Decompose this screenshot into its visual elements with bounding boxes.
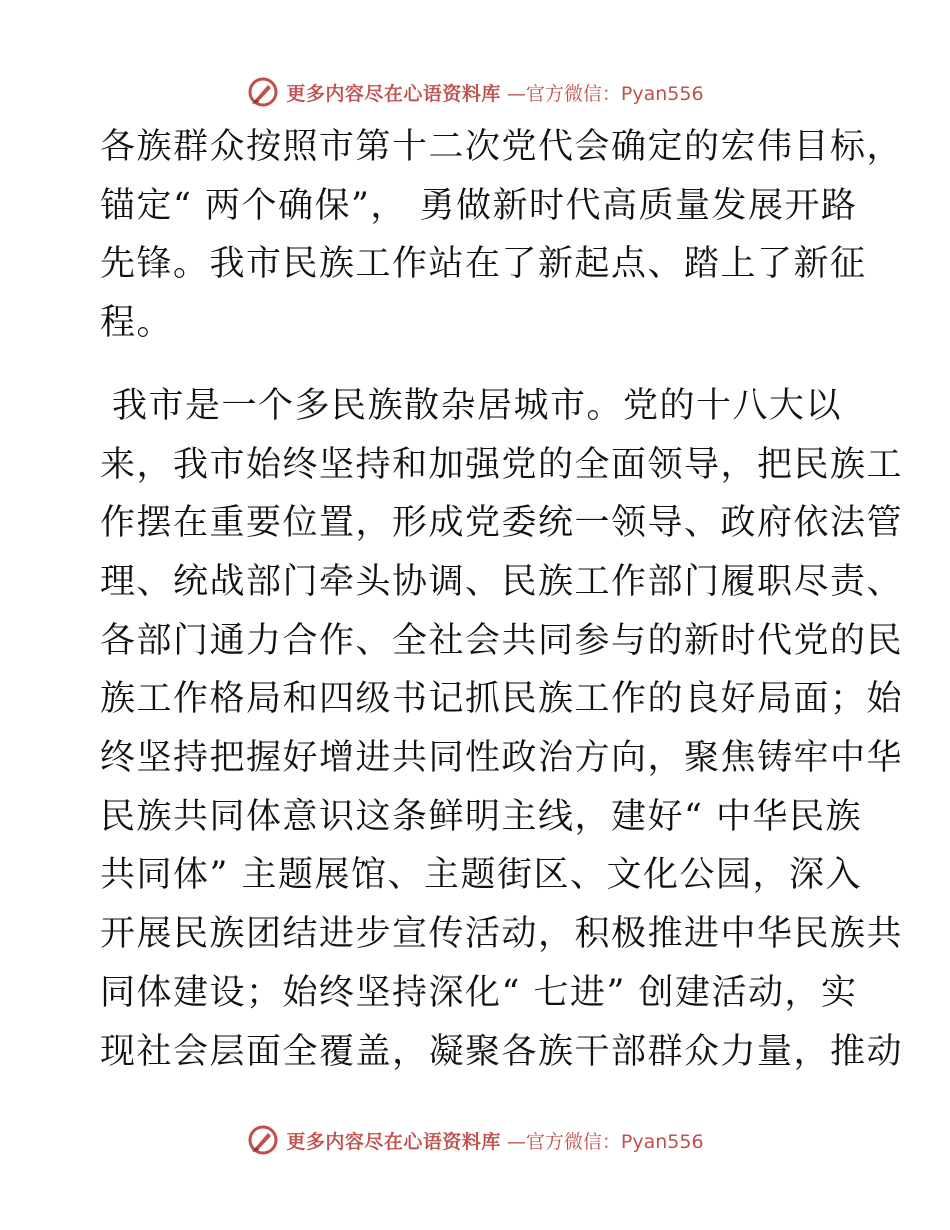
text-line: 开展民族团结进步宣传活动，积极推进中华民族共 bbox=[100, 914, 904, 955]
watermark-wechat-text: —官方微信：Pyan556 bbox=[506, 1130, 704, 1153]
text-line: 程。 bbox=[100, 303, 174, 344]
document-body bbox=[100, 118, 904, 1081]
watermark-brand-text: 更多内容尽在心语资料库 bbox=[286, 82, 501, 105]
pen-circle-logo-icon bbox=[246, 75, 280, 109]
text-line: 同体建设；始终坚持深化“ 七进” 创建活动，实 bbox=[100, 972, 858, 1013]
text-line: 各族群众按照市第十二次党代会确定的宏伟目标， bbox=[100, 127, 904, 167]
paragraph-spacer bbox=[100, 353, 860, 377]
watermark-wechat-text: —官方微信：Pyan556 bbox=[506, 82, 704, 105]
text-line: 作摆在重要位置，形成党委统一领导、政府依法管 bbox=[100, 503, 904, 544]
footer-watermark bbox=[0, 1120, 950, 1160]
paragraph-2 bbox=[100, 377, 904, 1081]
text-line: 终坚持把握好增进共同性政治方向，聚焦铸牢中华 bbox=[100, 738, 904, 779]
pen-circle-logo-icon bbox=[246, 1123, 280, 1157]
text-line: 各部门通力合作、全社会共同参与的新时代党的民 bbox=[100, 620, 904, 661]
text-line: 理、统战部门牵头协调、民族工作部门履职尽责、 bbox=[100, 561, 904, 602]
text-line: 民族共同体意识这条鲜明主线，建好“ 中华民族 bbox=[100, 796, 863, 837]
text-line: 现社会层面全覆盖，凝聚各族干部群众力量，推动 bbox=[100, 1031, 904, 1072]
text-line: 共同体” 主题展馆、主题街区、文化公园，深入 bbox=[100, 855, 863, 896]
text-line: 我市是一个多民族散杂居城市。党的十八大以 bbox=[112, 385, 843, 426]
header-watermark bbox=[0, 72, 950, 112]
paragraph-1 bbox=[100, 118, 904, 353]
text-line: 族工作格局和四级书记抓民族工作的良好局面；始 bbox=[100, 679, 904, 720]
text-line: 先锋。我市民族工作站在了新起点、踏上了新征 bbox=[100, 244, 867, 285]
watermark-brand-text: 更多内容尽在心语资料库 bbox=[286, 1130, 501, 1153]
text-line: 来，我市始终坚持和加强党的全面领导，把民族工 bbox=[100, 444, 904, 485]
text-line: 锚定“ 两个确保”， 勇做新时代高质量发展开路 bbox=[100, 185, 858, 226]
